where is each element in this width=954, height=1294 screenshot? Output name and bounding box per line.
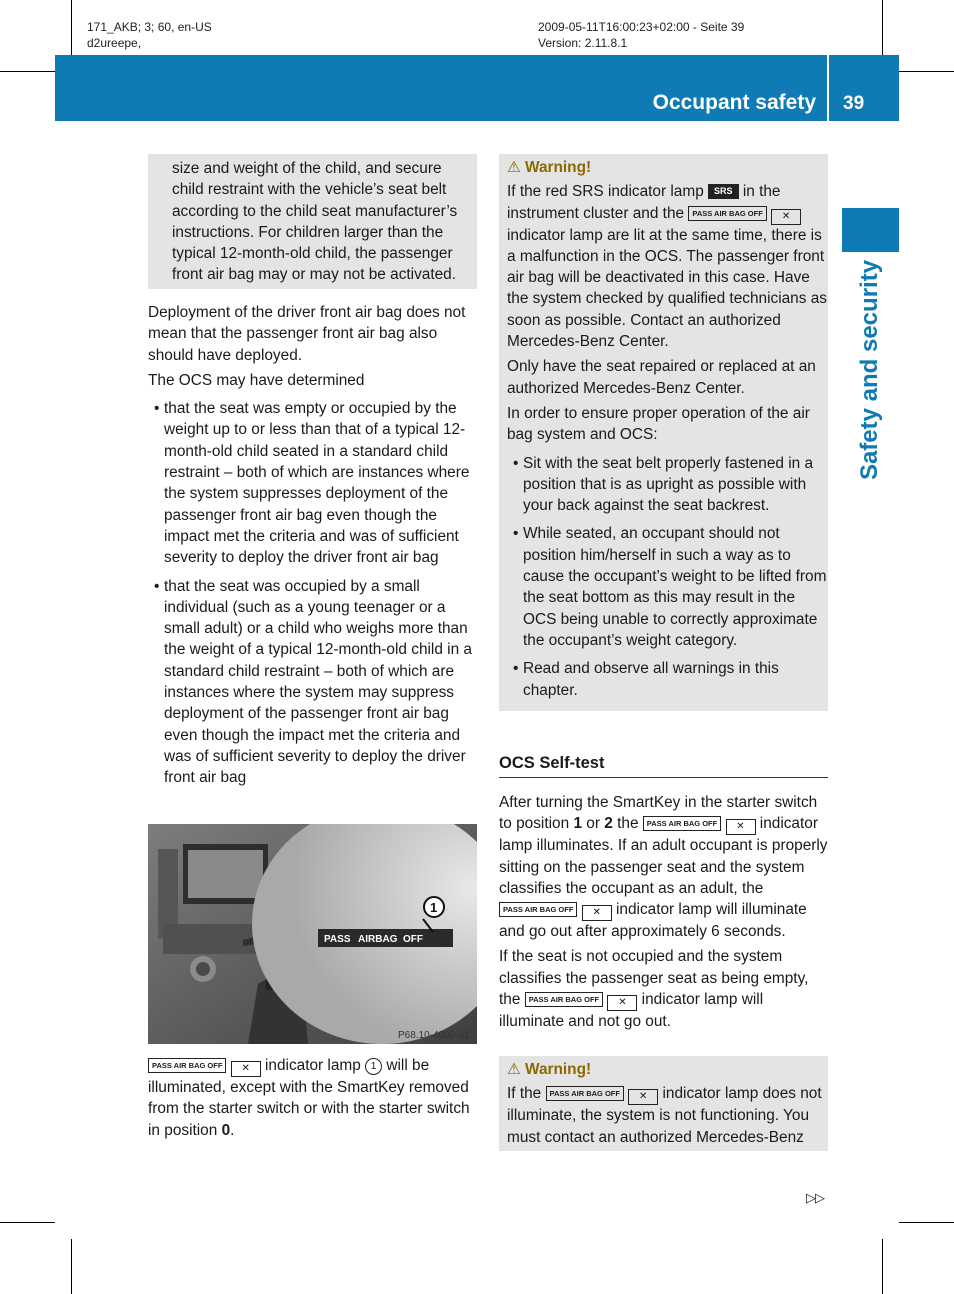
warning-heading: [507, 157, 828, 178]
seat-icon: ✕: [607, 995, 637, 1011]
crop-mark: [899, 1222, 954, 1223]
photo-label-off: OFF: [403, 934, 423, 945]
bullet-item: • While seated, an occupant should not position him/herself in such a way as to cause the occupant’s weight to be lifted from the seat bottom as this may result in the OCS being unable to correctly approximate the occupant’s weight category.: [507, 523, 828, 651]
text: After turning the SmartKey in the starter switch to position: [499, 794, 818, 833]
pass-airbag-off-lamp-icon: PASS AIR BAG OFF: [688, 206, 766, 221]
text: indicator lamp illuminates. If an adult occupant is properly sitting on the passenger seat and the system classifies the occupant as an adult, the: [499, 815, 828, 897]
continue-arrows-icon: ▷▷: [806, 1190, 824, 1205]
seat-icon: ✕: [231, 1061, 261, 1077]
crop-mark: [899, 71, 954, 72]
page-number: 39: [843, 93, 865, 114]
pass-airbag-off-lamp-icon: PASS AIR BAG OFF: [546, 1086, 624, 1101]
text: indicator lamp will illuminate and not go out.: [499, 991, 764, 1031]
pass-airbag-off-lamp-icon: PASS AIR BAG OFF: [643, 816, 721, 831]
bullet-item: • that the seat was occupied by a small individual (such as a young teenager or a small adult) or a child who weighs more than the weight of a typical 12-month-old child in a standard child restraint – both of which are instances where the system may suppress deployment of the passenger front air bag even though the impact met the criteria and was of sufficient severity to deploy the driver front air bag: [148, 576, 479, 789]
section-heading: OCS Self-test: [499, 754, 605, 772]
dashboard-illustration: [148, 824, 477, 1044]
dashboard-photo: [148, 824, 477, 1044]
warning-box-2: [499, 1056, 828, 1151]
warning-paragraph: Only have the seat repaired or replaced at an authorized Mercedes-Benz Center.: [507, 358, 816, 397]
seat-icon: ✕: [628, 1089, 658, 1105]
paragraph: Deployment of the driver front air bag does not mean that the passenger front air bag also should have deployed.: [148, 304, 466, 364]
warning-title: Warning!: [525, 1061, 592, 1078]
text: or: [586, 815, 600, 833]
seat-icon: ✕: [582, 905, 612, 921]
crop-mark: [71, 0, 72, 55]
crop-mark: [71, 1239, 72, 1294]
text: the: [617, 815, 639, 833]
print-meta-left: [87, 19, 212, 51]
warning-box-1: [499, 154, 828, 711]
caption-text: indicator lamp: [264, 1057, 361, 1074]
text: If the seat is not occupied and the system classifies the passenger seat as being empty, the: [499, 948, 809, 1009]
pass-airbag-off-lamp-icon: PASS AIR BAG OFF: [525, 992, 603, 1007]
crop-mark: [0, 71, 55, 72]
text: If the: [507, 1085, 542, 1103]
header-divider: [827, 55, 829, 121]
warning-paragraph: [507, 181, 828, 352]
photo-caption: [148, 1055, 478, 1141]
text: indicator lamp will illuminate and go out after approximately 6 seconds.: [499, 901, 807, 941]
page-header: [55, 55, 899, 121]
continued-note-box: [148, 154, 477, 289]
warning-paragraph: [507, 1083, 828, 1148]
pass-airbag-off-lamp-icon: PASS AIR BAG OFF: [499, 902, 577, 917]
seat-icon: ✕: [771, 209, 801, 225]
warning-heading: [507, 1059, 828, 1080]
text: If the red SRS indicator lamp: [507, 183, 704, 201]
warning-title: Warning!: [525, 159, 592, 176]
warning-triangle-icon: ⚠: [507, 159, 521, 176]
meta-line: d2ureepe,: [87, 36, 142, 50]
photo-callout: 1: [430, 900, 438, 915]
meta-line: 2009-05-11T16:00:23+02:00 - Seite 39: [538, 20, 745, 34]
bullet-item: • that the seat was empty or occupied by the weight up to or less than that of a typical 12-month-old child seated in a standard child restraint – both of which are instances where the system suppresses deployment of the passenger front air bag even though the impact met the criteria and was of sufficient severity to deploy the driver front air bag: [148, 398, 479, 568]
warning-paragraph: In order to ensure proper operation of the air bag system and OCS:: [507, 404, 810, 444]
photo-code: P68.10-4000-31: [398, 1030, 470, 1041]
bullet-item: • Sit with the seat belt properly fastened in a position that is as upright as possible with your back against the seat backrest.: [507, 453, 828, 517]
crop-mark: [882, 0, 883, 55]
section-title: Occupant safety: [652, 91, 816, 114]
crop-mark: [0, 1222, 55, 1223]
position-value: 2: [604, 815, 613, 833]
photo-label-airbag: AIRBAG: [358, 934, 398, 945]
paragraph: The OCS may have determined: [148, 371, 365, 389]
period: .: [230, 1121, 235, 1139]
ocs-self-test-section: [499, 752, 828, 1036]
print-meta-right: [538, 19, 744, 51]
text: in the instrument cluster and the: [507, 183, 781, 222]
text: indicator lamp does not illuminate, the system is not functioning. You must contact an authorized Mercedes-Benz: [507, 1085, 822, 1146]
meta-line: Version: 2.11.8.1: [538, 36, 628, 50]
bullet-item: • Read and observe all warnings in this chapter.: [507, 658, 828, 701]
position-value: 0: [221, 1121, 231, 1139]
meta-line: 171_AKB; 3; 60, en-US: [87, 20, 212, 34]
warning-triangle-icon: ⚠: [507, 1061, 521, 1078]
side-tab-label: Safety and security: [856, 259, 883, 481]
left-body: [148, 302, 479, 796]
crop-mark: [882, 1239, 883, 1294]
pass-airbag-off-lamp-icon: PASS AIR BAG OFF: [148, 1058, 226, 1073]
heading-rule: [499, 777, 828, 778]
note-text: size and weight of the child, and secure child restraint with the vehicle’s seat belt according to the child seat manufacturer’s instructions. For children larger than the typical 12-month-old child, the passenger front air bag may or may not be activated.: [172, 160, 458, 284]
text: indicator lamp are lit at the same time, there is a malfunction in the OCS. The passenger front air bag will be deactivated in this case. Have the system checked by qualified technicians as soon as possible. Contact an authorized Mercedes-Benz Center.: [507, 226, 827, 351]
srs-lamp-icon: SRS: [708, 184, 739, 199]
position-value: 1: [573, 815, 583, 833]
seat-icon: ✕: [726, 819, 756, 835]
callout-1-icon: 1: [365, 1058, 382, 1075]
paragraph: [499, 792, 828, 942]
photo-label-pass: PASS: [324, 934, 351, 945]
caption-text: will be illuminated, except with the SmartKey removed from the starter switch or with the starter switch in position: [148, 1057, 470, 1139]
paragraph: [499, 946, 828, 1032]
